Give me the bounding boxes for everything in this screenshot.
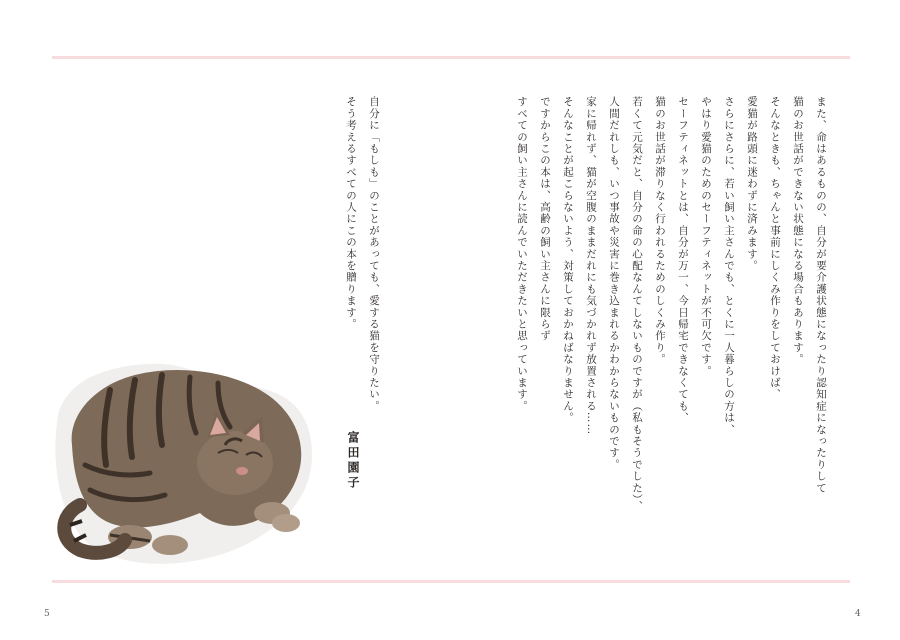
closing-line: そう考えるすべての人にこの本を贈ります。 [345, 96, 357, 330]
body-line: 人間だれしも、いつ事故や災害に巻き込まれるかわからないものです。 [608, 96, 620, 471]
page-number-right: 4 [855, 609, 861, 619]
sleeping-cat-illustration [50, 345, 320, 575]
closing-message [339, 96, 385, 412]
body-line: セーフティネットとは、自分が万一、今日帰宅できなくても、 [677, 96, 689, 424]
body-line: すべての飼い主さんに読んでいただきたいと思っています。 [516, 96, 528, 412]
bottom-rule [52, 580, 850, 583]
main-body-text [510, 96, 832, 512]
body-line: 愛猫が路頭に迷わずに済みます。 [746, 96, 758, 272]
body-line: また、命はあるものの、自分が要介護状態になったり認知症になったりして [815, 96, 827, 494]
body-line: 猫のお世話ができない状態になる場合もあります。 [792, 96, 804, 366]
body-line: ですからこの本は、高齢の飼い主さんに限らず [539, 96, 551, 342]
top-rule [52, 56, 850, 59]
body-line: さらにさらに、若い飼い主さんでも、とくに一人暮らしの方は、 [723, 96, 735, 436]
page-number-left: 5 [44, 609, 50, 619]
author-signature: 富田園子 [346, 431, 360, 491]
body-line: やはり愛猫のためのセーフティネットが不可欠です。 [700, 96, 712, 377]
body-line: 猫のお世話が滞りなく行われるためのしくみ作り。 [654, 96, 666, 366]
body-line: そんなときも、ちゃんと事前にしくみ作りをしておけば、 [769, 96, 781, 401]
body-line: そんなことが起こらないよう、対策しておかねばなりません。 [562, 96, 574, 424]
body-line: 若くて元気だと、自分の命の心配なんてしないものですが（私もそうでした）、 [631, 96, 643, 512]
closing-line: 自分に「もしも」のことがあっても、愛する猫を守りたい。 [368, 96, 380, 412]
body-line: 家に帰れず、猫が空腹のままだれにも気づかれず放置される…… [585, 96, 597, 436]
